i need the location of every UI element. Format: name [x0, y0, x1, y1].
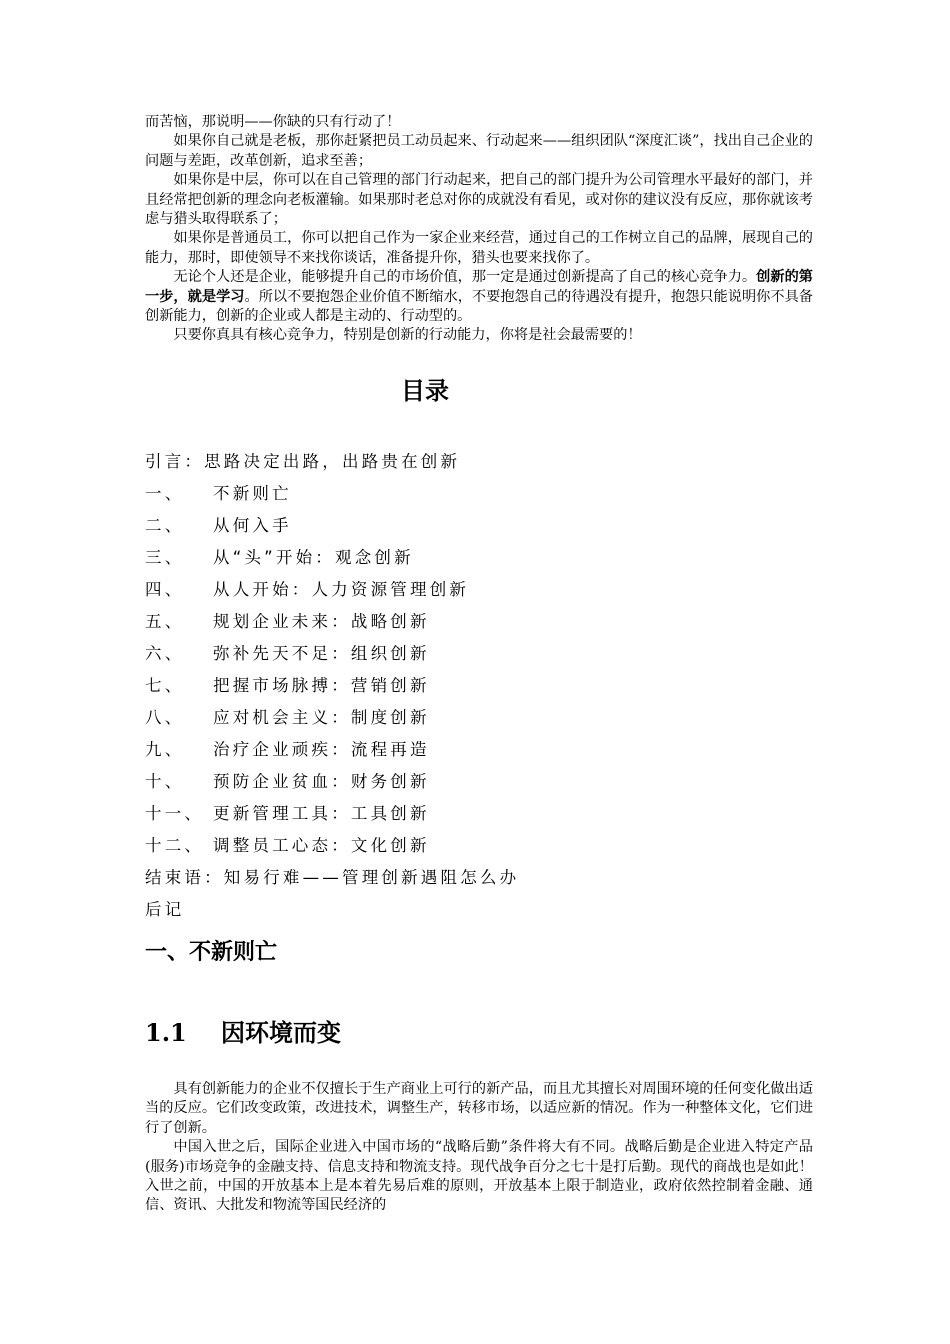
- toc-item-number: 九、: [145, 740, 185, 759]
- paragraph: 如果你是普通员工，你可以把自己作为一家企业来经营，通过自己的工作树立自己的品牌，展现自己的能力，那时，即使领导不来找你谈话，准备提升你，猎头也要来找你了。: [145, 230, 813, 266]
- toc-item: [145, 734, 745, 766]
- toc-item-text: 规划企业未来：战略创新: [213, 612, 430, 631]
- toc-item: [145, 606, 745, 638]
- paragraph-text: 无论个人还是企业，能够提升自己的市场价值，那一定是通过创新提高了自己的核心竞争力。: [173, 269, 757, 286]
- toc-preface: 引言：思路决定出路，出路贵在创新: [145, 452, 461, 471]
- toc-item-number: 四、: [145, 580, 185, 599]
- section-heading: [145, 1013, 341, 1048]
- toc-item: [145, 798, 745, 830]
- toc-item: [145, 670, 745, 702]
- toc-item-text: 从“头”开始：观念创新: [213, 548, 414, 567]
- toc-postscript: 后记: [145, 900, 185, 919]
- toc-item: [145, 766, 745, 798]
- paragraph: 中国入世之后，国际企业进入中国市场的“战略后勤”条件将大有不同。战略后勤是企业进入特定产品(服务)市场竞争的金融支持、信息支持和物流支持。现代战争百分之七十是打后勤。现代的商战也是如此！入世之前，中国的开放基本上是本着先易后难的原则，开放基本上限于制造业，政府依然控制着金融、通信、资讯、大批发和物流等国民经济的: [145, 1139, 813, 1214]
- toc-item-text: 应对机会主义：制度创新: [213, 708, 430, 727]
- paragraph: 如果你是中层，你可以在自己管理的部门行动起来，把自己的部门提升为公司管理水平最好的部门，并且经常把创新的理念向老板灌输。如果那时老总对你的成就没有看见，或对你的建议没有反应，那你就该考虑与猎头取得联系了；: [145, 172, 813, 228]
- document-page: [145, 113, 813, 1214]
- paragraph: 只要你真具有核心竞争力，特别是创新的行动能力，你将是社会最需要的！: [173, 327, 642, 344]
- toc-item-number: 二、: [145, 516, 185, 535]
- chapter-body: [145, 1080, 813, 1216]
- toc-item-number: 八、: [145, 708, 185, 727]
- toc-item: [145, 510, 745, 542]
- toc-item: [145, 638, 745, 670]
- intro-section: [145, 113, 813, 346]
- section-number: 1.1: [145, 1018, 187, 1047]
- toc-item-number: 六、: [145, 644, 185, 663]
- toc-ending: 结束语：知易行难——管理创新遇阻怎么办: [145, 868, 520, 887]
- toc-item-text: 更新管理工具：工具创新: [213, 804, 430, 823]
- toc-item-text: 从何入手: [213, 516, 292, 535]
- paragraph-text: 。所以不要抱怨企业价值不断缩水，不要抱怨自己的待遇没有提升，抱怨只能说明你不具备创新能力，创新的企业或人都是主动的、行动型的。: [145, 288, 813, 325]
- table-of-contents: [145, 446, 745, 926]
- toc-item-text: 弥补先天不足：组织创新: [213, 644, 430, 663]
- toc-item-number: 十一、: [145, 804, 205, 823]
- toc-item-text: 治疗企业顽疾：流程再造: [213, 740, 430, 759]
- toc-item-number: 一、: [145, 484, 185, 503]
- toc-item-number: 七、: [145, 676, 185, 695]
- chapter-title: 一、不新则亡: [145, 940, 278, 965]
- toc-item: [145, 830, 745, 862]
- toc-item-number: 五、: [145, 612, 185, 631]
- toc-item-text: 不新则亡: [213, 484, 292, 503]
- toc-title: 目录: [401, 377, 449, 405]
- toc-item-number: 十、: [145, 772, 185, 791]
- toc-item-number: 十二、: [145, 836, 205, 855]
- toc-item-text: 预防企业贫血：财务创新: [213, 772, 430, 791]
- toc-item-number: 三、: [145, 548, 185, 567]
- paragraph: 具有创新能力的企业不仅擅长于生产商业上可行的新产品，而且尤其擅长对周围环境的任何变化做出适当的反应。它们改变政策，改进技术，调整生产，转移市场，以适应新的情况。作为一种整体文化，它们进行了创新。: [145, 1081, 813, 1136]
- toc-item: [145, 478, 745, 510]
- toc-item: [145, 702, 745, 734]
- paragraph: 如果你自己就是老板，那你赶紧把员工动员起来、行动起来——组织团队“深度汇谈”，找出自己企业的问题与差距，改革创新，追求至善；: [145, 133, 813, 169]
- paragraph: 而苦恼，那说明——你缺的只有行动了！: [145, 114, 401, 130]
- toc-item: [145, 542, 745, 574]
- toc-item: [145, 574, 745, 606]
- emphasis-text: 创新的第一步，就是学习: [145, 269, 813, 305]
- toc-item-text: 从人开始：人力资源管理创新: [213, 580, 470, 599]
- toc-item-text: 把握市场脉搏：营销创新: [213, 676, 430, 695]
- toc-item-text: 调整员工心态：文化创新: [213, 836, 430, 855]
- section-title: 因环境而变: [221, 1018, 341, 1047]
- paragraph: [145, 268, 813, 326]
